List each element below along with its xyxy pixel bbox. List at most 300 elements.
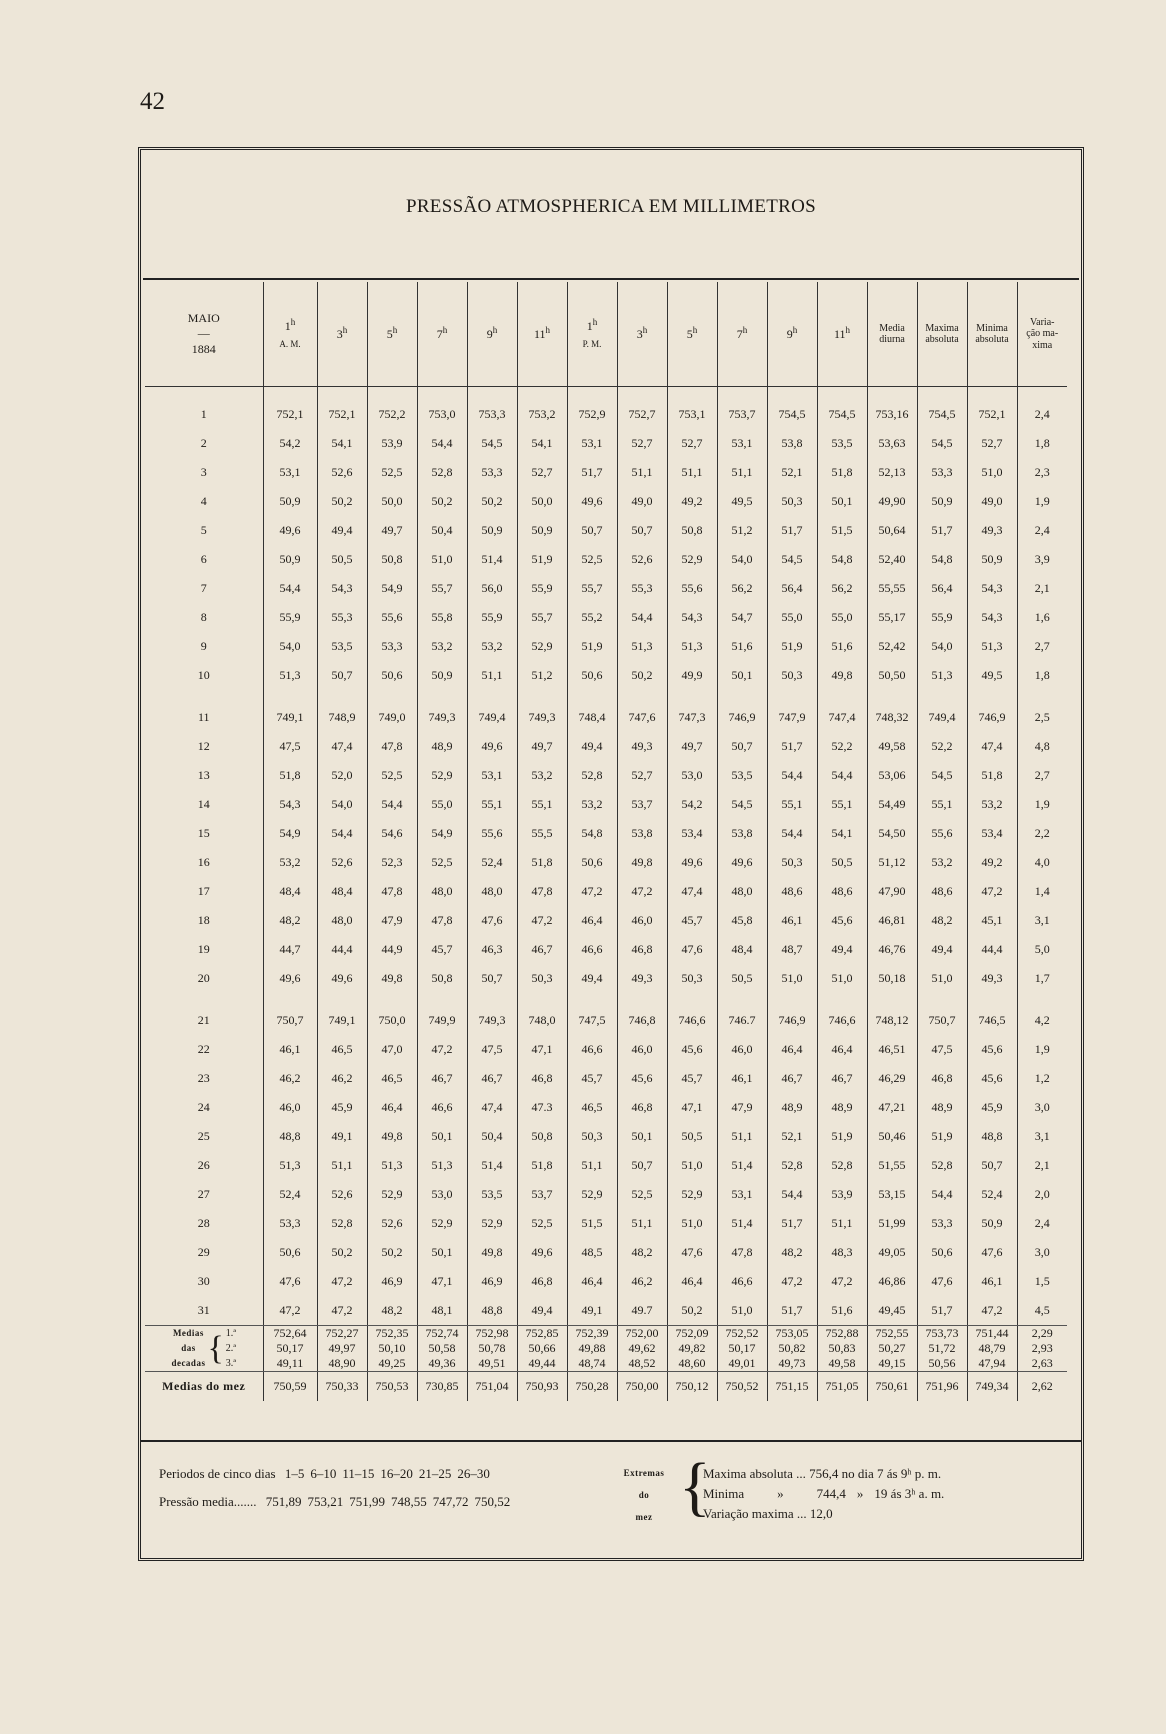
- decades-value-cell: [817, 1326, 867, 1372]
- decades-brace: {: [207, 1329, 224, 1367]
- decade-value: 50,56: [928, 1356, 956, 1370]
- value-cell: 56,2: [717, 574, 767, 603]
- value-cell: 54,4: [767, 1180, 817, 1209]
- decade-value: 49,51: [478, 1356, 506, 1370]
- decade-value: 2,93: [1031, 1341, 1053, 1355]
- value-cell: 51,3: [917, 661, 967, 690]
- value-cell: 747,6: [617, 690, 667, 732]
- table-row: [145, 1180, 1067, 1209]
- value-cell: 47,4: [317, 732, 367, 761]
- value-cell: 54,9: [263, 819, 317, 848]
- value-cell: 54,7: [717, 603, 767, 632]
- value-cell: 52,9: [667, 1180, 717, 1209]
- value-cell: 50,6: [917, 1238, 967, 1267]
- value-cell: 46,8: [917, 1064, 967, 1093]
- value-cell: 45,8: [717, 906, 767, 935]
- decades-value-cell: [917, 1326, 967, 1372]
- day-cell: 25: [197, 1129, 210, 1143]
- value-cell: 2,2: [1017, 819, 1067, 848]
- value-cell: 45,9: [967, 1093, 1017, 1122]
- value-cell: 49,0: [967, 487, 1017, 516]
- decades-row: [145, 1326, 1067, 1372]
- hour-label: [468, 325, 517, 343]
- value-cell: 46,7: [817, 1064, 867, 1093]
- value-cell: 45,7: [667, 906, 717, 935]
- value-cell: 49,3: [967, 964, 1017, 993]
- value-cell: 47,2: [263, 1296, 317, 1326]
- period-value: 1–5: [284, 1466, 305, 1481]
- value-cell: 47,5: [467, 1035, 517, 1064]
- value-cell: 52,6: [317, 458, 367, 487]
- value-cell: 49.7: [617, 1296, 667, 1326]
- value-cell: 47.3: [517, 1093, 567, 1122]
- value-cell: 47,1: [517, 1035, 567, 1064]
- value-cell: 49,6: [567, 487, 617, 516]
- hour-period: A. M.: [279, 338, 301, 349]
- value-cell: 746,6: [817, 993, 867, 1035]
- value-cell: 48,6: [767, 877, 817, 906]
- value-cell: 49,5: [717, 487, 767, 516]
- value-cell: 46,1: [717, 1064, 767, 1093]
- value-cell: 47,2: [317, 1296, 367, 1326]
- value-cell: 46,7: [767, 1064, 817, 1093]
- value-cell: 52,7: [617, 761, 667, 790]
- value-cell: 47,8: [417, 906, 467, 935]
- hour-label: [518, 325, 567, 343]
- value-cell: 53,3: [917, 458, 967, 487]
- decade-value: 49,44: [528, 1356, 556, 1370]
- value-cell: 46,5: [567, 1093, 617, 1122]
- value-cell: 746.7: [717, 993, 767, 1035]
- hour-sup: h: [342, 325, 348, 336]
- value-cell: 54,3: [263, 790, 317, 819]
- day-cell: 23: [197, 1071, 210, 1085]
- value-cell: 50,46: [867, 1122, 917, 1151]
- media-diurna-header-line: diurna: [879, 334, 905, 345]
- month-mean-value: 751,05: [817, 1372, 867, 1402]
- value-cell: 54,5: [467, 429, 517, 458]
- value-cell: 55,6: [367, 603, 417, 632]
- day-cell: 31: [145, 1296, 263, 1326]
- value-cell: 52,9: [567, 1180, 617, 1209]
- value-cell: 51,6: [817, 1296, 867, 1326]
- value-cell: 45,7: [417, 935, 467, 964]
- value-cell: 53,2: [467, 632, 517, 661]
- value-cell: 55,0: [417, 790, 467, 819]
- value-cell: 52,40: [867, 545, 917, 574]
- decade-label: 2.ª: [225, 1343, 237, 1354]
- value-cell: 749,1: [263, 690, 317, 732]
- value-cell: 52,9: [517, 632, 567, 661]
- value-cell: 47,2: [517, 906, 567, 935]
- value-cell: 50,1: [417, 1122, 467, 1151]
- decade-value: 51,72: [928, 1341, 956, 1355]
- value-cell: 51,8: [263, 761, 317, 790]
- value-cell: 753,2: [517, 387, 567, 430]
- value-cell: 44,4: [317, 935, 367, 964]
- day-cell: 7: [200, 581, 207, 595]
- value-cell: 48,7: [767, 935, 817, 964]
- value-cell: 50,9: [967, 1209, 1017, 1238]
- value-cell: 45,6: [667, 1035, 717, 1064]
- value-cell: 45,1: [967, 906, 1017, 935]
- value-cell: 47,4: [967, 732, 1017, 761]
- month-mean-value: 750,00: [617, 1372, 667, 1402]
- value-cell: 51,4: [717, 1151, 767, 1180]
- pressure-value: 747,72: [432, 1494, 469, 1509]
- value-cell: 53,2: [417, 632, 467, 661]
- hour-header: [517, 282, 567, 387]
- value-cell: 55,0: [767, 603, 817, 632]
- value-cell: 46,8: [517, 1267, 567, 1296]
- value-cell: 52,5: [567, 545, 617, 574]
- value-cell: 748,0: [517, 993, 567, 1035]
- value-cell: 51,0: [967, 458, 1017, 487]
- value-cell: 52,42: [867, 632, 917, 661]
- table-row: [145, 545, 1067, 574]
- day-cell: 9: [200, 639, 207, 653]
- value-cell: 3,1: [1017, 906, 1067, 935]
- value-cell: 53,4: [967, 819, 1017, 848]
- hour-sup: h: [442, 325, 448, 336]
- hour-number: 1: [586, 319, 593, 334]
- value-cell: 48,2: [767, 1238, 817, 1267]
- hour-header: [367, 282, 417, 387]
- pressure-value: 750,52: [474, 1494, 511, 1509]
- decade-label: 1.ª: [225, 1328, 237, 1339]
- value-cell: 55,1: [517, 790, 567, 819]
- value-cell: 749,4: [917, 690, 967, 732]
- decade-value: 49,82: [678, 1341, 706, 1355]
- value-cell: 49,8: [367, 964, 417, 993]
- value-cell: 752,1: [317, 387, 367, 430]
- value-cell: 50,9: [967, 545, 1017, 574]
- value-cell: 51,2: [717, 516, 767, 545]
- value-cell: 47,2: [817, 1267, 867, 1296]
- table-row: [145, 632, 1067, 661]
- value-cell: 747,4: [817, 690, 867, 732]
- value-cell: 49,4: [517, 1296, 567, 1326]
- value-cell: 46,0: [263, 1093, 317, 1122]
- value-cell: 54,2: [667, 790, 717, 819]
- value-cell: 54,0: [717, 545, 767, 574]
- value-cell: 52,6: [617, 545, 667, 574]
- value-cell: 4,0: [1017, 848, 1067, 877]
- value-cell: 5,0: [1017, 935, 1067, 964]
- value-cell: 51,99: [867, 1209, 917, 1238]
- value-cell: 44,9: [367, 935, 417, 964]
- value-cell: 49,8: [367, 1122, 417, 1151]
- value-cell: 49,6: [317, 964, 367, 993]
- value-cell: 47,0: [367, 1035, 417, 1064]
- value-cell: 1,4: [1017, 877, 1067, 906]
- value-cell: 3,9: [1017, 545, 1067, 574]
- day-cell: 4: [200, 494, 207, 508]
- value-cell: 55,55: [867, 574, 917, 603]
- decade-value: 49,36: [428, 1356, 456, 1370]
- value-cell: 48,9: [817, 1093, 867, 1122]
- value-cell: 46,6: [417, 1093, 467, 1122]
- value-cell: 48,1: [417, 1296, 467, 1326]
- hour-header: [417, 282, 467, 387]
- value-cell: 50,7: [617, 1151, 667, 1180]
- value-cell: 4,5: [1017, 1296, 1067, 1326]
- decades-value-cell: [317, 1326, 367, 1372]
- value-cell: 1,6: [1017, 603, 1067, 632]
- table-row: [145, 1122, 1067, 1151]
- value-cell: 53,8: [767, 429, 817, 458]
- value-cell: 52,5: [517, 1209, 567, 1238]
- value-cell: 51,9: [767, 632, 817, 661]
- decade-value: 50,66: [528, 1341, 556, 1355]
- decade-value: 49,62: [628, 1341, 656, 1355]
- value-cell: 50,7: [617, 516, 667, 545]
- value-cell: 48,8: [263, 1122, 317, 1151]
- decade-value: 49,58: [828, 1356, 856, 1370]
- month-mean-value: 750,93: [517, 1372, 567, 1402]
- value-cell: 53,8: [617, 819, 667, 848]
- day-cell: 29: [197, 1245, 210, 1259]
- value-cell: 49,05: [867, 1238, 917, 1267]
- value-cell: 49,4: [817, 935, 867, 964]
- decade-value: 753,05: [775, 1326, 809, 1340]
- value-cell: 50,9: [467, 516, 517, 545]
- value-cell: 56,4: [767, 574, 817, 603]
- value-cell: 46,86: [867, 1267, 917, 1296]
- decade-value: 752,55: [875, 1326, 909, 1340]
- value-cell: 52,4: [263, 1180, 317, 1209]
- extreme-max-value: 756,4: [809, 1466, 839, 1481]
- decade-value: 752,09: [675, 1326, 709, 1340]
- value-cell: 50,2: [317, 1238, 367, 1267]
- value-cell: 55,8: [417, 603, 467, 632]
- value-cell: 50,3: [767, 661, 817, 690]
- extreme-max: [703, 1464, 944, 1484]
- hour-label: [318, 325, 367, 343]
- hour-header: [717, 282, 767, 387]
- value-cell: 46,6: [567, 1035, 617, 1064]
- table-row: [145, 1151, 1067, 1180]
- day-cell: 21: [197, 1013, 210, 1027]
- value-cell: 55,3: [617, 574, 667, 603]
- decades-value-cell: [967, 1326, 1017, 1372]
- value-cell: 54,5: [767, 545, 817, 574]
- value-cell: 46,8: [517, 1064, 567, 1093]
- extreme-min-when-ditto: »: [856, 1486, 864, 1501]
- value-cell: 47,9: [717, 1093, 767, 1122]
- decade-value: 48,74: [578, 1356, 606, 1370]
- decades-value-cell: [517, 1326, 567, 1372]
- day-cell: 14: [197, 797, 210, 811]
- value-cell: 54,0: [317, 790, 367, 819]
- value-cell: 46,7: [417, 1064, 467, 1093]
- decade-value: 48,60: [678, 1356, 706, 1370]
- decade-value: 50,58: [428, 1341, 456, 1355]
- value-cell: 52,6: [317, 1180, 367, 1209]
- value-cell: 49,6: [667, 848, 717, 877]
- month-name: MAIO: [187, 310, 220, 325]
- value-cell: 49,45: [867, 1296, 917, 1326]
- hour-sup: h: [692, 325, 698, 336]
- value-cell: 51,9: [817, 1122, 867, 1151]
- value-cell: 54,9: [367, 574, 417, 603]
- value-cell: 54,1: [317, 429, 367, 458]
- variacao-header: [1017, 282, 1067, 387]
- value-cell: 46,6: [717, 1267, 767, 1296]
- value-cell: 49,3: [967, 516, 1017, 545]
- decade-value: 753,73: [925, 1326, 959, 1340]
- value-cell: 45,9: [317, 1093, 367, 1122]
- decades-value-cell: [617, 1326, 667, 1372]
- value-cell: 752,9: [567, 387, 617, 430]
- decades-value-cell: [263, 1326, 317, 1372]
- value-cell: 50,5: [667, 1122, 717, 1151]
- value-cell: 53,2: [567, 790, 617, 819]
- hour-sup: h: [845, 325, 851, 336]
- value-cell: 51,8: [817, 458, 867, 487]
- month-mean-value: 751,15: [767, 1372, 817, 1402]
- day-cell: 26: [197, 1158, 210, 1172]
- value-cell: 46,0: [617, 1035, 667, 1064]
- day-cell: 13: [197, 768, 210, 782]
- table-row: [145, 1296, 1067, 1326]
- value-cell: 52,8: [317, 1209, 367, 1238]
- periods-label: Periodos de cinco dias: [159, 1466, 276, 1481]
- value-cell: 51,6: [817, 632, 867, 661]
- table-row: [145, 1093, 1067, 1122]
- day-cell: 30: [197, 1274, 210, 1288]
- value-cell: 51,5: [567, 1209, 617, 1238]
- value-cell: 51,55: [867, 1151, 917, 1180]
- value-cell: 44,7: [263, 935, 317, 964]
- decade-value: 2,29: [1031, 1326, 1053, 1340]
- day-cell: 6: [200, 552, 207, 566]
- value-cell: 52,8: [767, 1151, 817, 1180]
- decades-word: Medias: [172, 1328, 204, 1338]
- decade-value: 752,88: [825, 1326, 859, 1340]
- value-cell: 53,7: [617, 790, 667, 819]
- value-cell: 50,2: [467, 487, 517, 516]
- value-cell: 46,2: [263, 1064, 317, 1093]
- value-cell: 746,6: [667, 993, 717, 1035]
- value-cell: 46,4: [567, 1267, 617, 1296]
- value-cell: 54,0: [263, 632, 317, 661]
- value-cell: 45,7: [667, 1064, 717, 1093]
- value-cell: 55,17: [867, 603, 917, 632]
- value-cell: 53,63: [867, 429, 917, 458]
- value-cell: 49,90: [867, 487, 917, 516]
- value-cell: 752,1: [967, 387, 1017, 430]
- value-cell: 54,3: [667, 603, 717, 632]
- value-cell: 753,1: [667, 387, 717, 430]
- table-row: [145, 387, 1067, 430]
- value-cell: 52,6: [367, 1209, 417, 1238]
- value-cell: 52,1: [767, 458, 817, 487]
- value-cell: 52,4: [967, 1180, 1017, 1209]
- value-cell: 54,5: [717, 790, 767, 819]
- value-cell: 50,3: [767, 848, 817, 877]
- decade-value: 49,15: [878, 1356, 906, 1370]
- media-diurna-header-line: Media: [879, 322, 905, 334]
- value-cell: 2,4: [1017, 387, 1067, 430]
- value-cell: 2,0: [1017, 1180, 1067, 1209]
- value-cell: 47,8: [717, 1238, 767, 1267]
- hour-label: [264, 317, 317, 335]
- value-cell: 47,8: [517, 877, 567, 906]
- value-cell: 55,7: [417, 574, 467, 603]
- table-row: [145, 993, 1067, 1035]
- value-cell: 1,9: [1017, 487, 1067, 516]
- hour-label: [618, 325, 667, 343]
- decades-value-cell: [767, 1326, 817, 1372]
- value-cell: 47,4: [467, 1093, 517, 1122]
- value-cell: 56,0: [467, 574, 517, 603]
- value-cell: 52,9: [367, 1180, 417, 1209]
- value-cell: 52,9: [467, 1209, 517, 1238]
- minima-header: [967, 282, 1017, 387]
- value-cell: 54,4: [317, 819, 367, 848]
- pressure-value: 751,99: [349, 1494, 385, 1509]
- value-cell: 55,1: [817, 790, 867, 819]
- value-cell: 748,4: [567, 690, 617, 732]
- value-cell: 51,1: [717, 458, 767, 487]
- value-cell: 47,6: [467, 906, 517, 935]
- value-cell: 51,0: [917, 964, 967, 993]
- decades-value-cell: [1017, 1326, 1067, 1372]
- value-cell: 49,2: [967, 848, 1017, 877]
- value-cell: 54,50: [867, 819, 917, 848]
- value-cell: 749,3: [517, 690, 567, 732]
- month-mean-value: 750,33: [317, 1372, 367, 1402]
- value-cell: 45,6: [617, 1064, 667, 1093]
- value-cell: 52,0: [317, 761, 367, 790]
- value-cell: 46,5: [367, 1064, 417, 1093]
- value-cell: 53,1: [717, 1180, 767, 1209]
- value-cell: 2,7: [1017, 632, 1067, 661]
- day-cell: 2: [200, 436, 207, 450]
- table-row: [145, 906, 1067, 935]
- decade-value: 752,27: [325, 1326, 359, 1340]
- table-row: [145, 1238, 1067, 1267]
- value-cell: 53,5: [467, 1180, 517, 1209]
- value-cell: 48,0: [717, 877, 767, 906]
- value-cell: 47,9: [367, 906, 417, 935]
- value-cell: 1,9: [1017, 790, 1067, 819]
- month-mean-label: Medias do mez: [162, 1379, 246, 1393]
- decade-value: 752,98: [475, 1326, 509, 1340]
- value-cell: 2,4: [1017, 1209, 1067, 1238]
- value-cell: 48,0: [417, 877, 467, 906]
- month-mean-value: 2,62: [1017, 1372, 1067, 1402]
- value-cell: 48,4: [263, 877, 317, 906]
- month-dash: —: [197, 326, 210, 341]
- value-cell: 1,5: [1017, 1267, 1067, 1296]
- value-cell: 46,4: [567, 906, 617, 935]
- decades-label: [145, 1326, 263, 1372]
- decade-value: 2,63: [1031, 1356, 1053, 1370]
- value-cell: 51,1: [617, 1209, 667, 1238]
- hour-header: [817, 282, 867, 387]
- value-cell: 51,1: [667, 458, 717, 487]
- value-cell: 54,0: [917, 632, 967, 661]
- value-cell: 747,9: [767, 690, 817, 732]
- value-cell: 51,3: [967, 632, 1017, 661]
- value-cell: 53,1: [567, 429, 617, 458]
- hour-number: 7: [736, 327, 743, 342]
- table-row: [145, 1209, 1067, 1238]
- value-cell: 753,16: [867, 387, 917, 430]
- value-cell: 3,0: [1017, 1238, 1067, 1267]
